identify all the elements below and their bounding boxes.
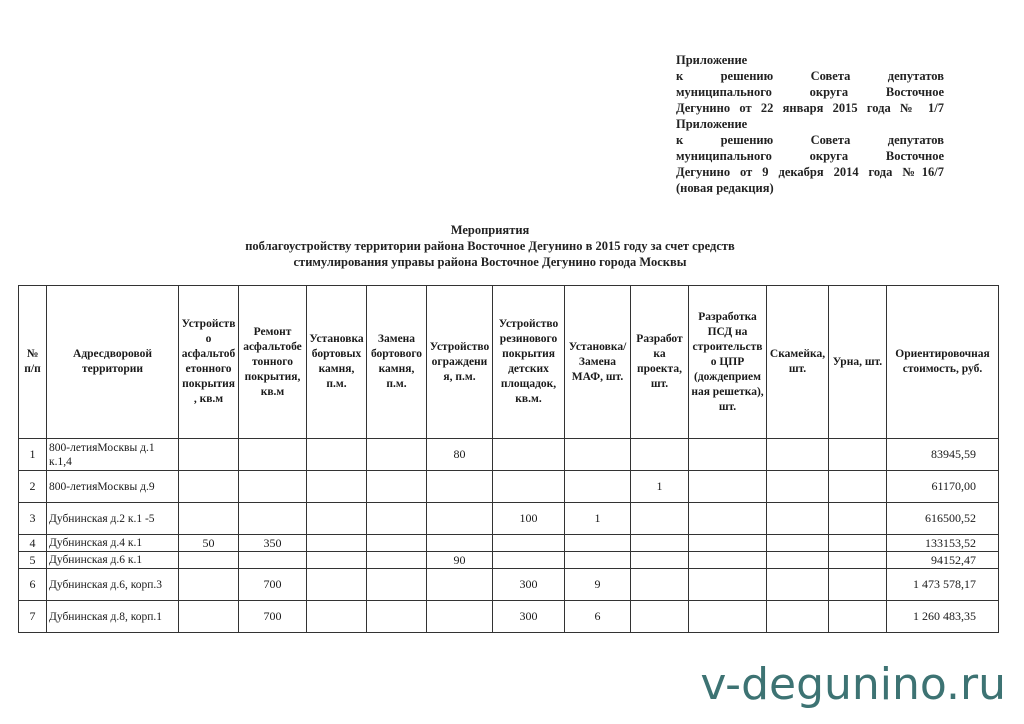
table-cell: 1 [631,471,689,503]
table-cell: 800-летияМосквы д.1 к.1,4 [47,439,179,471]
table-cell: 80 [427,439,493,471]
annex-line: муниципального округа Восточное [676,85,944,99]
table-row [19,503,999,535]
table-cell: 616500,52 [887,503,999,535]
table-cell: 5 [19,552,47,569]
table-cell: 300 [493,601,565,633]
table-cell: 700 [239,569,307,601]
table-cell: Дубнинская д.8, корп.1 [47,601,179,633]
measures-table [18,285,999,633]
table-row [19,569,999,601]
table-row [19,535,999,552]
table-cell: 4 [19,535,47,552]
table-cell [307,552,367,569]
column-header: Установка бортовых камня, п.м. [307,286,367,439]
table-cell [631,601,689,633]
table-cell: 1 260 483,35 [887,601,999,633]
table-cell: 100 [493,503,565,535]
table-cell [427,601,493,633]
table-cell [367,601,427,633]
table-cell [689,569,767,601]
table-cell: Дубнинская д.2 к.1 -5 [47,503,179,535]
table-cell [427,535,493,552]
table-cell [689,503,767,535]
table-cell [829,569,887,601]
table-cell [767,503,829,535]
table-row [19,552,999,569]
table-cell [179,552,239,569]
table-cell [367,552,427,569]
annex-line: Приложение [676,53,748,67]
doc-subtitle-2: стимулирования управы района Восточное Дегунино города Москвы [293,255,687,269]
table-cell [367,439,427,471]
column-header: Замена бортового камня, п.м. [367,286,427,439]
table-cell: 83945,59 [887,439,999,471]
table-cell: 50 [179,535,239,552]
table-cell [307,535,367,552]
doc-subtitle-1: поблагоустройству территории района Восточное Дегунино в 2015 году за счет средств [245,239,735,253]
table-cell [179,471,239,503]
table-cell [767,569,829,601]
table-cell [367,569,427,601]
table-cell [179,503,239,535]
table-cell [829,552,887,569]
table-cell [307,503,367,535]
table-cell [829,601,887,633]
table-cell: 350 [239,535,307,552]
table-cell [239,439,307,471]
table-cell [307,471,367,503]
table-cell [427,471,493,503]
table-cell [631,569,689,601]
column-header: Устройство резинового покрытия детских площадок, кв.м. [493,286,565,439]
table-cell [829,535,887,552]
table-cell: 61170,00 [887,471,999,503]
table-cell [179,439,239,471]
table-cell: 133153,52 [887,535,999,552]
table-cell: 300 [493,569,565,601]
column-header: Урна, шт. [829,286,887,439]
column-header: Устройство асфальтобетонного покрытия, кв.м [179,286,239,439]
table-row [19,471,999,503]
table-cell [565,439,631,471]
table-cell [493,439,565,471]
table-cell [565,552,631,569]
column-header: Скамейка, шт. [767,286,829,439]
table-cell [239,503,307,535]
table-cell [493,535,565,552]
doc-title: Мероприятия [450,223,530,237]
table-cell [829,439,887,471]
annex-line: Дегунино от 9 декабря 2014 года №16/7 [676,165,944,179]
table-cell [689,439,767,471]
table-cell [179,601,239,633]
annex-line: к решению Совета депутатов [676,133,944,147]
table-cell [767,535,829,552]
table-cell: 1 473 578,17 [887,569,999,601]
column-header: Ориентировочная стоимость, руб. [887,286,999,439]
table-cell [689,552,767,569]
table-cell [427,503,493,535]
table-cell: Дубнинская д.6 к.1 [47,552,179,569]
annex-line: (новая редакция) [676,181,774,195]
table-cell: Дубнинская д.6, корп.3 [47,569,179,601]
table-cell [767,552,829,569]
table-cell: 800-летияМосквы д.9 [47,471,179,503]
column-header: Адресдворовой территории [47,286,179,439]
header-row [19,286,999,439]
table-cell [689,535,767,552]
table-cell [829,503,887,535]
table-cell [307,569,367,601]
site-watermark: v-degunino.ru [700,659,1006,710]
column-header: Установка/Замена МАФ, шт. [565,286,631,439]
table-cell [307,439,367,471]
table-cell: 6 [19,569,47,601]
table-cell: 9 [565,569,631,601]
table-cell [367,535,427,552]
table-cell [307,601,367,633]
table-cell: 94152,47 [887,552,999,569]
table-row [19,601,999,633]
table-cell [767,601,829,633]
table-cell [631,535,689,552]
column-header: Разработка ПСД на строительство ЦПР (дождеприемная решетка), шт. [689,286,767,439]
column-header: Ремонт асфальтобетонного покрытия, кв.м [239,286,307,439]
table-cell [239,552,307,569]
table-cell [689,601,767,633]
table-cell [767,439,829,471]
table-cell: 1 [19,439,47,471]
table-cell [767,471,829,503]
table-cell: 7 [19,601,47,633]
table-cell: 1 [565,503,631,535]
table-cell [493,552,565,569]
table-cell [493,471,565,503]
table-cell [631,503,689,535]
table-row [19,439,999,471]
annex-block [676,52,944,196]
table-cell [565,535,631,552]
table-cell: 2 [19,471,47,503]
table-cell [631,439,689,471]
table-cell [565,471,631,503]
table-cell: 90 [427,552,493,569]
table-cell [829,471,887,503]
annex-line: к решению Совета депутатов [676,69,944,83]
annex-line: муниципального округа Восточное [676,149,944,163]
table-cell [631,552,689,569]
annex-line: Дегунино от 22 января 2015 года № 1/7 [676,101,944,115]
annex-line: Приложение [676,117,748,131]
column-header: № п/п [19,286,47,439]
table-cell: 700 [239,601,307,633]
table-cell [179,569,239,601]
table-cell [367,503,427,535]
table-cell: 3 [19,503,47,535]
table-cell: 6 [565,601,631,633]
column-header: Устройство ограждения, п.м. [427,286,493,439]
table-cell [367,471,427,503]
table-cell [689,471,767,503]
table-cell [427,569,493,601]
table-cell [239,471,307,503]
table-cell: Дубнинская д.4 к.1 [47,535,179,552]
column-header: Разработка проекта, шт. [631,286,689,439]
